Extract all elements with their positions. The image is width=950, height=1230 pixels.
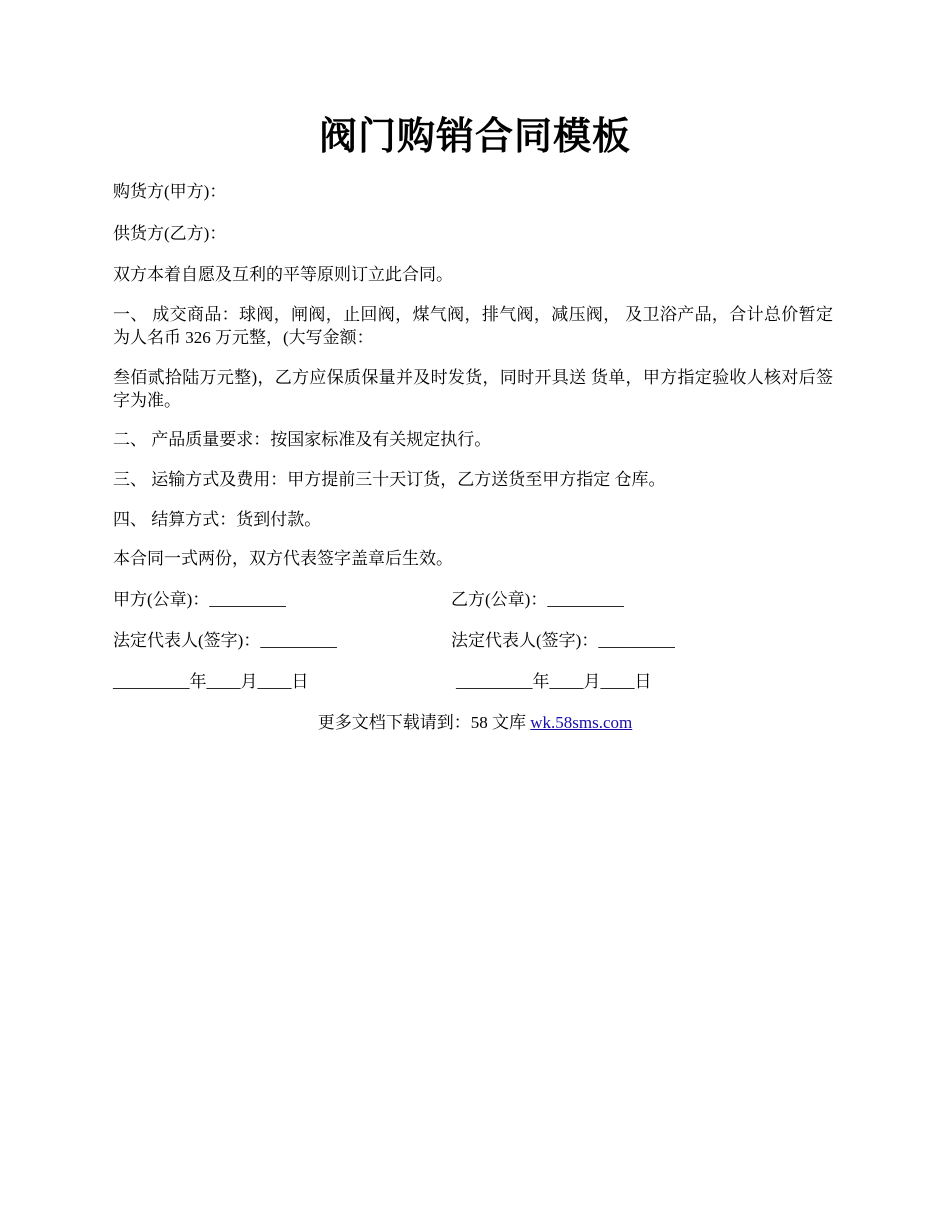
- closing-statement: 本合同一式两份，双方代表签字盖章后生效。: [113, 549, 453, 568]
- footer-text: 更多文档下载请到：58 文库: [317, 713, 531, 732]
- party-b-representative-line: 法定代表人(签字)：_________: [451, 631, 675, 650]
- download-footer: [0, 711, 950, 734]
- party-b-seal-line: 乙方(公章)：_________: [451, 590, 624, 609]
- clause-4: 四、 结算方式：货到付款。: [113, 510, 322, 529]
- footer-link[interactable]: wk.58sms.com: [530, 713, 633, 732]
- seller-line: 供货方(乙方)：: [113, 224, 227, 243]
- party-a-representative-line: 法定代表人(签字)：_________: [113, 631, 337, 650]
- clause-2: 二、 产品质量要求：按国家标准及有关规定执行。: [113, 430, 492, 449]
- intro-paragraph: 双方本着自愿及互利的平等原则订立此合同。: [113, 265, 453, 284]
- party-a-seal-line: 甲方(公章)：_________: [113, 590, 286, 609]
- buyer-line: 购货方(甲方)：: [113, 182, 227, 201]
- party-a-date-line: _________年____月____日: [113, 672, 309, 691]
- clause-1-continued: 叁佰贰拾陆万元整)，乙方应保质保量并及时发货，同时开具送 货单，甲方指定验收人核对后签字为准。: [113, 368, 833, 410]
- party-b-date-line: _________年____月____日: [456, 672, 652, 691]
- clause-3: 三、 运输方式及费用：甲方提前三十天订货，乙方送货至甲方指定 仓库。: [113, 470, 666, 489]
- document-title: 阀门购销合同模板: [318, 113, 631, 158]
- clause-1: 一、 成交商品：球阀，闸阀，止回阀，煤气阀，排气阀，减压阀， 及卫浴产品，合计总价暂定为人名币 326 万元整，(大写金额：: [113, 305, 833, 347]
